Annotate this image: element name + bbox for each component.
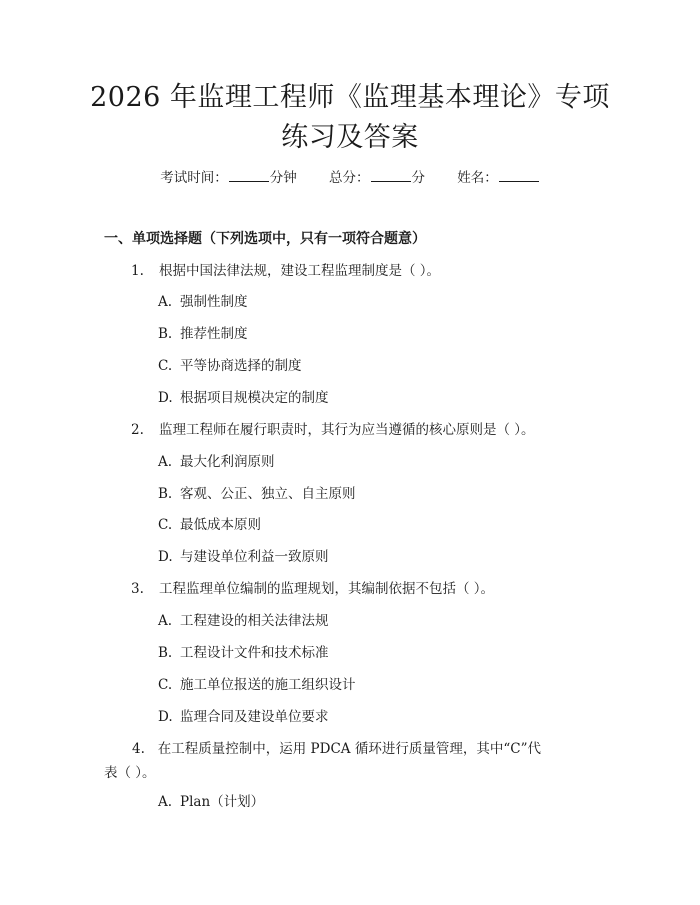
question-1-option-d [158,388,329,408]
option-text: 工程设计文件和技术标准 [180,645,329,661]
question-1-option-c [158,356,302,376]
question-2-option-c [158,515,261,535]
question-2-option-a [158,452,275,472]
option-text: 监理合同及建设单位要求 [180,709,329,725]
option-text: 最低成本原则 [180,517,261,533]
option-text: 与建设单位利益一致原则 [180,549,329,565]
option-text: 平等协商选择的制度 [180,358,302,374]
question-3 [131,579,494,599]
total-score-field [329,168,425,188]
exam-time-unit: 分钟 [269,170,297,186]
option-letter: B. [158,326,173,342]
option-letter: C. [158,517,173,533]
question-3-option-b [158,643,329,663]
exam-time-field [160,168,297,188]
question-3-option-d [158,707,329,727]
question-text: 根据中国法律法规，建设工程监理制度是（ ）。 [159,263,441,279]
question-number: 1. [131,263,144,279]
exam-time-blank [229,168,269,182]
option-text: 工程建设的相关法律法规 [180,613,329,629]
option-letter: D. [158,549,173,565]
name-field [457,168,540,188]
option-text: 施工单位报送的施工组织设计 [180,677,356,693]
option-letter: A. [158,294,173,310]
question-text: 工程监理单位编制的监理规划，其编制依据不包括（ ）。 [159,581,495,597]
option-text: 推荐性制度 [180,326,248,342]
question-4 [104,737,554,785]
question-3-option-c [158,675,356,695]
question-2-option-b [158,484,356,504]
option-letter: A. [158,613,173,629]
question-4-option-a [158,792,264,812]
question-number: 4. [132,741,145,757]
option-text: 根据项目规模决定的制度 [180,390,329,406]
question-3-option-a [158,611,329,631]
question-number: 3. [131,581,144,597]
question-2 [131,420,535,440]
question-number: 2. [131,422,144,438]
option-letter: C. [158,358,173,374]
question-text: 在工程质量控制中，运用 PDCA 循环进行质量管理，其中“C”代表（ ）。 [104,741,541,781]
option-letter: A. [158,454,173,470]
document-title: 2026 年监理工程师《监理基本理论》专项练习及答案 [90,82,610,153]
name-label: 姓名： [457,170,498,186]
question-2-option-d [158,547,329,567]
section-heading: 一、单项选择题（下列选项中，只有一项符合题意） [104,231,426,247]
total-score-label: 总分： [329,170,370,186]
total-score-unit: 分 [411,170,425,186]
question-1-option-b [158,324,248,344]
question-1 [131,261,440,281]
option-text: 最大化利润原则 [180,454,275,470]
exam-info-line [0,168,700,188]
question-1-option-a [158,292,248,312]
name-blank [499,168,539,182]
option-text: Plan（计划） [180,794,265,810]
option-letter: B. [158,645,173,661]
option-letter: B. [158,486,173,502]
question-text: 监理工程师在履行职责时，其行为应当遵循的核心原则是（ ）。 [159,422,535,438]
exam-time-label: 考试时间： [160,170,228,186]
option-text: 强制性制度 [180,294,248,310]
option-letter: D. [158,390,173,406]
total-score-blank [371,168,411,182]
option-letter: A. [158,794,173,810]
option-letter: D. [158,709,173,725]
option-text: 客观、公正、独立、自主原则 [180,486,356,502]
option-letter: C. [158,677,173,693]
